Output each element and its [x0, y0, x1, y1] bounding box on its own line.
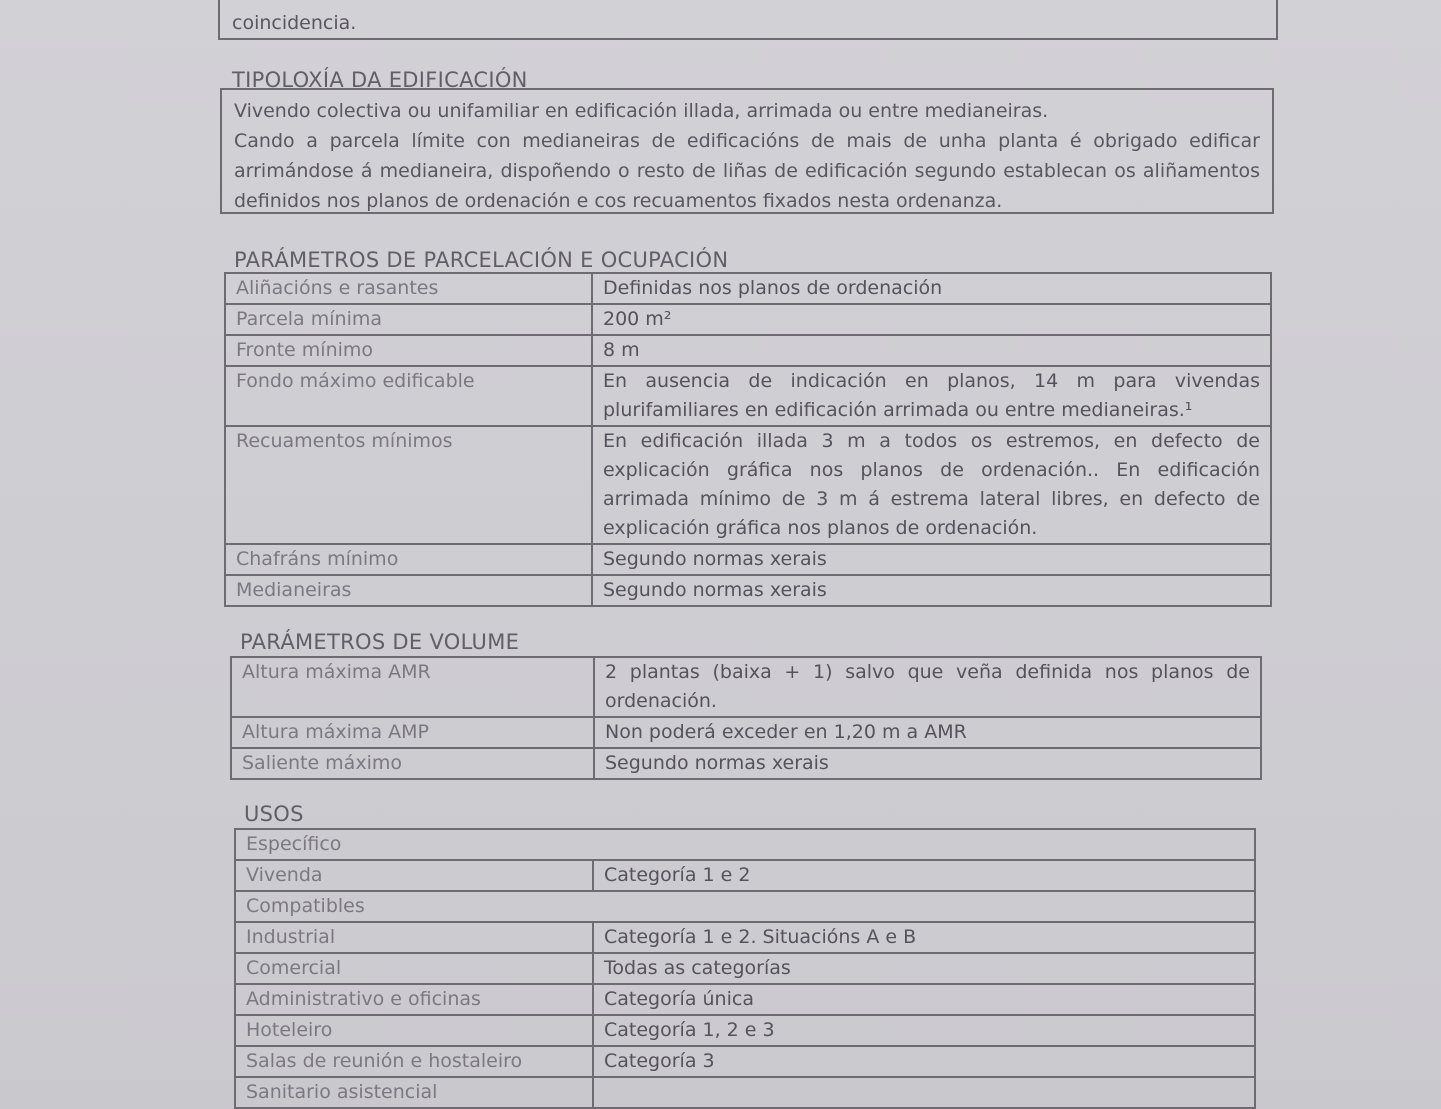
volume-heading: PARÁMETROS DE VOLUME: [240, 630, 520, 654]
table-row: [235, 829, 1255, 860]
tipoloxia-line-1: Vivendo colectiva ou unifamiliar en edificación illada, arrimada ou entre medianeiras.: [234, 100, 1049, 122]
top-fragment-text: coincidencia.: [232, 12, 357, 34]
row-label: Aliñacións e rasantes: [225, 273, 592, 304]
row-value: En ausencia de indicación en planos, 14 m para vivendas plurifamiliares en edificación arrimada ou entre medianeiras.¹: [592, 366, 1271, 426]
table-row: [231, 717, 1261, 748]
volume-table: [230, 656, 1262, 780]
row-label: Específico: [235, 829, 1255, 860]
row-value: Categoría 1, 2 e 3: [593, 1015, 1255, 1046]
row-label: Comercial: [235, 953, 593, 984]
top-fragment-box: [218, 0, 1278, 40]
row-label: Chafráns mínimo: [225, 544, 592, 575]
row-value: Categoría única: [593, 984, 1255, 1015]
table-row: [225, 544, 1271, 575]
row-label: Altura máxima AMR: [231, 657, 594, 717]
table-row: [235, 1046, 1255, 1077]
tipoloxia-heading: TIPOLOXÍA DA EDIFICACIÓN: [232, 68, 528, 92]
table-row: [235, 953, 1255, 984]
table-row: [225, 304, 1271, 335]
row-value: 200 m²: [592, 304, 1271, 335]
row-value: 2 plantas (baixa + 1) salvo que veña definida nos planos de ordenación.: [594, 657, 1261, 717]
row-label: Saliente máximo: [231, 748, 594, 779]
table-row: [225, 426, 1271, 544]
row-label: Salas de reunión e hostaleiro: [235, 1046, 593, 1077]
row-label: Medianeiras: [225, 575, 592, 606]
tipoloxia-line-2: Cando a parcela límite con medianeiras de edificacións de mais de unha planta é obrigado edificar arrimándose á medianeira, dispoñendo o resto de liñas de edificación segundo establecan os aliñamentos definidos nos planos de ordenación e cos recuamentos fixados nesta ordenanza.: [234, 130, 1260, 212]
row-value: Categoría 1 e 2. Situacións A e B: [593, 922, 1255, 953]
tipoloxia-box: [220, 88, 1274, 214]
table-row: [235, 1077, 1255, 1108]
row-label: Vivenda: [235, 860, 593, 891]
table-row: [225, 335, 1271, 366]
parcelacion-table: [224, 272, 1272, 607]
row-label: Fronte mínimo: [225, 335, 592, 366]
usos-table: [234, 828, 1256, 1109]
row-value: Segundo normas xerais: [594, 748, 1261, 779]
table-row: [225, 575, 1271, 606]
row-label: Compatibles: [235, 891, 1255, 922]
row-label: Administrativo e oficinas: [235, 984, 593, 1015]
row-label: Industrial: [235, 922, 593, 953]
row-label: Hoteleiro: [235, 1015, 593, 1046]
row-value: Definidas nos planos de ordenación: [592, 273, 1271, 304]
table-row: [225, 273, 1271, 304]
table-row: [235, 984, 1255, 1015]
row-label: Recuamentos mínimos: [225, 426, 592, 544]
usos-heading: USOS: [244, 802, 304, 826]
row-label: Altura máxima AMP: [231, 717, 594, 748]
row-label: Fondo máximo edificable: [225, 366, 592, 426]
table-row: [235, 891, 1255, 922]
table-row: [235, 922, 1255, 953]
row-value: Todas as categorías: [593, 953, 1255, 984]
table-row: [235, 860, 1255, 891]
table-row: [225, 366, 1271, 426]
row-label: Parcela mínima: [225, 304, 592, 335]
row-value: Categoría 3: [593, 1046, 1255, 1077]
table-row: [235, 1015, 1255, 1046]
row-value: En edificación illada 3 m a todos os estremos, en defecto de explicación gráfica nos planos de ordenación.. En edificación arrimada mínimo de 3 m á estrema lateral libres, en defecto de explicación gráfica nos planos de ordenación.: [592, 426, 1271, 544]
table-row: [231, 657, 1261, 717]
row-value: Segundo normas xerais: [592, 575, 1271, 606]
row-value: Categoría 1 e 2: [593, 860, 1255, 891]
row-value: 8 m: [592, 335, 1271, 366]
table-row: [231, 748, 1261, 779]
row-value: Non poderá exceder en 1,20 m a AMR: [594, 717, 1261, 748]
row-label: Sanitario asistencial: [235, 1077, 593, 1108]
row-value: Segundo normas xerais: [592, 544, 1271, 575]
parcelacion-heading: PARÁMETROS DE PARCELACIÓN E OCUPACIÓN: [234, 248, 729, 272]
row-value: [593, 1077, 1255, 1108]
